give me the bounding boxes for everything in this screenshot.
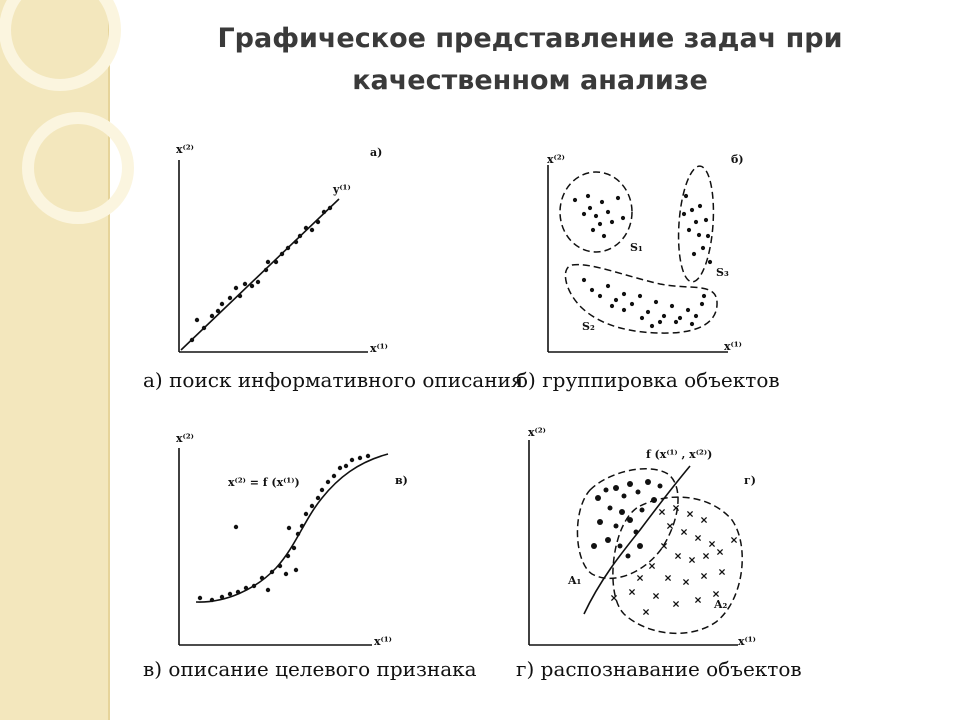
panel-a-y-label: x⁽²⁾ xyxy=(176,143,194,156)
panel-a-point xyxy=(210,314,214,318)
panel-d xyxy=(528,426,756,648)
panel-a xyxy=(176,143,388,355)
panel-a-letter: а) xyxy=(370,146,383,159)
title-line-2: качественном анализе xyxy=(352,65,708,96)
panel-a-point xyxy=(238,294,242,298)
panel-d-cross xyxy=(673,505,678,510)
panel-a-point xyxy=(286,246,290,250)
panel-d-point xyxy=(608,506,613,511)
panel-b-point xyxy=(690,208,694,212)
panel-b-point xyxy=(591,228,595,232)
panel-b-points xyxy=(573,194,712,328)
panel-b-point xyxy=(606,284,610,288)
panel-c-point xyxy=(234,525,238,529)
panel-b-point xyxy=(614,298,618,302)
panel-b-point xyxy=(692,252,696,256)
panel-b-point xyxy=(586,194,590,198)
panel-c-point xyxy=(286,554,290,558)
panel-d-point xyxy=(645,479,651,485)
panel-b-point xyxy=(600,200,604,204)
panel-d-point xyxy=(651,497,657,503)
cluster-s3-label: S₃ xyxy=(716,266,729,279)
panel-b-point xyxy=(646,310,650,314)
panel-b-point xyxy=(701,246,705,250)
panel-a-x-label: x⁽¹⁾ xyxy=(370,342,388,355)
panel-d-point xyxy=(613,485,619,491)
panel-d-cross xyxy=(611,595,616,600)
panel-c-point xyxy=(266,588,270,592)
panel-a-point xyxy=(328,206,332,210)
panel-b-point xyxy=(594,214,598,218)
panel-d-cross xyxy=(643,609,648,614)
panel-b-point xyxy=(573,198,577,202)
panel-d-point xyxy=(640,508,645,513)
panel-a-caption: а) поиск информативного описания xyxy=(143,368,524,392)
panel-c-point xyxy=(270,570,274,574)
panel-b-point xyxy=(658,320,662,324)
panel-a-point xyxy=(316,220,320,224)
panel-b-point xyxy=(638,294,642,298)
panel-d-cross xyxy=(717,549,722,554)
panel-b-y-label: x⁽²⁾ xyxy=(547,153,565,166)
panel-b-point xyxy=(704,218,708,222)
panel-d-cross xyxy=(681,529,686,534)
panel-d-point xyxy=(622,494,627,499)
panel-b-point xyxy=(588,206,592,210)
panel-a-point xyxy=(195,318,199,322)
cluster-s1-label: S₁ xyxy=(630,241,643,254)
panel-a-point xyxy=(228,296,232,300)
panel-a-point xyxy=(220,302,224,306)
panel-a-point xyxy=(256,280,260,284)
panel-d-cross xyxy=(713,591,718,596)
panel-b-point xyxy=(654,300,658,304)
panel-b-point xyxy=(606,210,610,214)
panel-b-point xyxy=(687,228,691,232)
panel-b-point xyxy=(690,322,694,326)
panel-b-point xyxy=(662,314,666,318)
panel-b-point xyxy=(706,234,710,238)
panel-d-point xyxy=(626,554,631,559)
panel-d-x-label: x⁽¹⁾ xyxy=(738,635,756,648)
panel-d-point xyxy=(636,490,641,495)
panel-c-point xyxy=(366,454,370,458)
panel-d-cross xyxy=(675,553,680,558)
panel-d-point xyxy=(658,484,663,489)
panel-c-formula: x⁽²⁾ = f (x⁽¹⁾) xyxy=(228,476,300,489)
panel-b xyxy=(547,153,744,353)
panel-d-cross xyxy=(683,579,688,584)
panel-a-point xyxy=(274,260,278,264)
panel-d-cross xyxy=(653,593,658,598)
panel-c-point xyxy=(260,576,264,580)
panel-d-point xyxy=(618,544,623,549)
panel-a-point xyxy=(216,309,220,313)
panel-b-point xyxy=(630,302,634,306)
panel-c-point xyxy=(344,464,348,468)
panel-b-point xyxy=(697,233,701,237)
panel-b-point xyxy=(610,220,614,224)
panel-d-point xyxy=(627,517,633,523)
panel-b-point xyxy=(582,278,586,282)
panel-d-cross xyxy=(673,601,678,606)
panel-a-point xyxy=(190,338,194,342)
panel-d-cross xyxy=(719,569,724,574)
panel-a-point xyxy=(294,240,298,244)
panel-b-point xyxy=(582,212,586,216)
title-line-1: Графическое представление задач при xyxy=(217,23,843,54)
panel-d-point xyxy=(634,530,639,535)
panel-b-point xyxy=(590,288,594,292)
panel-d-point xyxy=(597,519,603,525)
panel-b-point xyxy=(622,292,626,296)
panel-c-point xyxy=(236,590,240,594)
panel-b-point xyxy=(610,304,614,308)
cluster-s1-outline xyxy=(560,172,632,252)
panel-c-point xyxy=(338,466,342,470)
panel-b-point xyxy=(674,320,678,324)
panel-c-point xyxy=(332,474,336,478)
panel-b-point xyxy=(700,302,704,306)
panel-b-point xyxy=(682,212,686,216)
panel-d-cross xyxy=(659,509,664,514)
panel-a-point xyxy=(243,282,247,286)
panel-a-point xyxy=(322,210,326,214)
panel-c-point xyxy=(198,596,202,600)
panel-d-cross xyxy=(667,523,672,528)
panel-c-y-label: x⁽²⁾ xyxy=(176,432,194,445)
cluster-s2-label: S₂ xyxy=(582,320,595,333)
panel-c-point xyxy=(220,595,224,599)
panel-c xyxy=(176,432,408,648)
panel-c-point xyxy=(287,526,291,530)
panel-d-cross xyxy=(629,589,634,594)
panel-d-cross xyxy=(701,573,706,578)
panel-a-point xyxy=(250,284,254,288)
panel-a-point xyxy=(264,268,268,272)
panel-d-point xyxy=(627,481,633,487)
panel-d-letter: г) xyxy=(744,474,756,487)
panel-d-cross xyxy=(695,535,700,540)
panel-d-cross xyxy=(701,517,706,522)
panel-c-point xyxy=(244,586,248,590)
panel-c-point xyxy=(252,584,256,588)
panel-c-point xyxy=(284,572,288,576)
panel-b-point xyxy=(702,294,706,298)
panel-d-point xyxy=(595,495,601,501)
panel-b-point xyxy=(616,196,620,200)
panel-b-point xyxy=(598,294,602,298)
panel-c-point xyxy=(310,504,314,508)
panel-c-point xyxy=(358,456,362,460)
panel-b-x-label: x⁽¹⁾ xyxy=(724,340,742,353)
panel-c-point xyxy=(292,546,296,550)
panel-b-point xyxy=(602,234,606,238)
panel-d-point xyxy=(604,488,609,493)
panel-d-cross xyxy=(665,575,670,580)
panel-d-point xyxy=(637,543,643,549)
panel-d-cross xyxy=(703,553,708,558)
panel-c-caption: в) описание целевого признака xyxy=(143,657,477,681)
panel-b-point xyxy=(640,316,644,320)
panel-c-x-label: x⁽¹⁾ xyxy=(374,635,392,648)
panel-a-point xyxy=(280,252,284,256)
panel-c-point xyxy=(304,512,308,516)
panel-d-decision-boundary xyxy=(584,466,690,614)
panel-c-point xyxy=(278,564,282,568)
panel-d-cross xyxy=(709,541,714,546)
class-a2-outline xyxy=(613,497,742,633)
panel-c-point xyxy=(320,488,324,492)
panel-a-point xyxy=(298,234,302,238)
panel-c-point xyxy=(300,524,304,528)
panel-d-point xyxy=(591,543,597,549)
panel-d-cross xyxy=(687,511,692,516)
panel-d-point xyxy=(614,524,619,529)
panel-c-point xyxy=(294,568,298,572)
panel-c-point xyxy=(228,592,232,596)
panel-a-line-label: y⁽¹⁾ xyxy=(333,183,351,196)
panel-c-point xyxy=(350,458,354,462)
panel-d-point xyxy=(619,509,625,515)
panel-a-point xyxy=(202,326,206,330)
panel-b-letter: б) xyxy=(731,153,744,166)
panel-d-caption: г) распознавание объектов xyxy=(516,657,802,681)
panel-d-cross xyxy=(695,597,700,602)
panel-b-point xyxy=(694,220,698,224)
panel-a-point xyxy=(266,260,270,264)
panel-b-point xyxy=(684,194,688,198)
panel-d-cross xyxy=(689,557,694,562)
panel-b-point xyxy=(698,204,702,208)
panel-d-formula: f (x⁽¹⁾ , x⁽²⁾) xyxy=(646,448,713,461)
panel-c-point xyxy=(316,496,320,500)
panel-d-point xyxy=(605,537,611,543)
class-a1-label: A₁ xyxy=(568,574,582,587)
panel-b-point xyxy=(598,222,602,226)
panel-d-cross xyxy=(731,537,736,542)
panel-b-point xyxy=(686,308,690,312)
panel-b-point xyxy=(678,316,682,320)
panel-d-y-label: x⁽²⁾ xyxy=(528,426,546,439)
panel-b-point xyxy=(708,260,712,264)
panel-a-point xyxy=(310,228,314,232)
panel-c-point xyxy=(326,480,330,484)
panel-a-point xyxy=(304,226,308,230)
panel-b-point xyxy=(694,314,698,318)
panel-d-cross xyxy=(649,563,654,568)
panel-c-point xyxy=(296,532,300,536)
panel-b-point xyxy=(670,304,674,308)
panel-c-letter: в) xyxy=(395,474,408,487)
panel-a-point xyxy=(234,286,238,290)
panel-b-point xyxy=(621,216,625,220)
panel-b-point xyxy=(622,308,626,312)
panel-b-caption: б) группировка объектов xyxy=(516,368,780,392)
panel-b-point xyxy=(650,324,654,328)
panel-c-point xyxy=(210,598,214,602)
panel-d-cross xyxy=(637,575,642,580)
class-a2-label: A₂ xyxy=(714,598,728,611)
